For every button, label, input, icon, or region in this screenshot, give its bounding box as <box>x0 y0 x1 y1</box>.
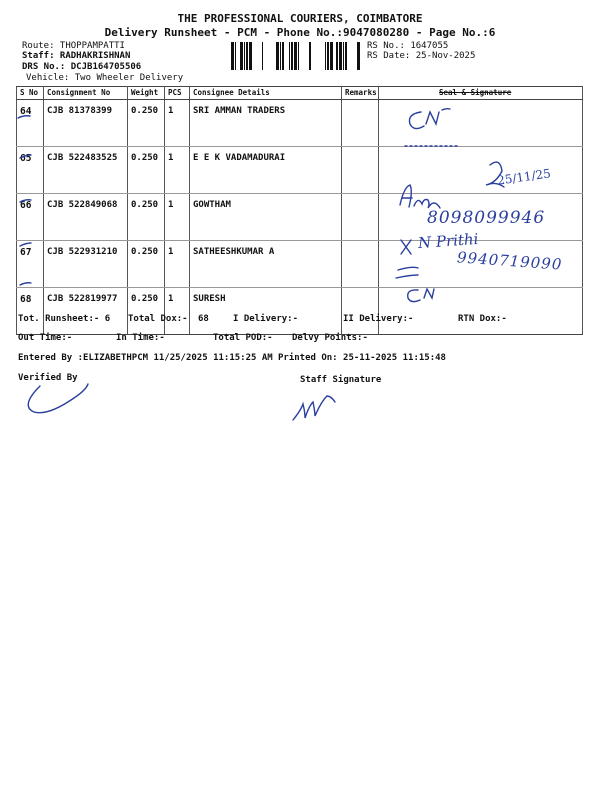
drs-number: DRS No.: DCJB164705506 <box>22 62 142 72</box>
ii-delivery: II Delivery:- <box>343 314 414 324</box>
barcode-bar <box>309 42 311 70</box>
total-dox-label: Total Dox:- <box>128 314 188 324</box>
rtn-dox: RTN Dox:- <box>458 314 507 324</box>
table-row <box>17 100 583 147</box>
row-consignment: CJB 81378399 <box>44 100 128 147</box>
total-pod: Total POD:- <box>213 333 273 343</box>
row-weight: 0.250 <box>128 100 165 147</box>
verified-by-label: Verified By <box>18 373 78 383</box>
barcode <box>231 42 363 70</box>
row-pcs: 1 <box>165 194 190 241</box>
col-consignment: Consignment No <box>44 87 128 100</box>
staff-signature-label: Staff Signature <box>300 375 382 385</box>
row-remarks <box>342 100 379 147</box>
handwritten-date: 25/11/25 <box>496 166 552 188</box>
row-consignee: SRI AMMAN TRADERS <box>190 100 342 147</box>
row-consignment: CJB 522931210 <box>44 241 128 288</box>
barcode-bar <box>249 42 252 70</box>
row-sno: 67 <box>17 241 44 288</box>
barcode-bar <box>262 42 263 70</box>
row-remarks <box>342 147 379 194</box>
verified-signature <box>28 384 88 413</box>
row-weight: 0.250 <box>128 147 165 194</box>
barcode-bar <box>282 42 284 70</box>
row-pcs: 1 <box>165 100 190 147</box>
row-consignment: CJB 522819977 <box>44 288 128 335</box>
out-time: Out Time:- <box>18 333 73 343</box>
row-weight: 0.250 <box>128 288 165 335</box>
in-time: In Time:- <box>116 333 165 343</box>
row-signature <box>379 288 583 335</box>
col-weight: Weight <box>128 87 165 100</box>
row-pcs: 1 <box>165 241 190 288</box>
row-signature <box>379 100 583 147</box>
row-sno: 66 <box>17 194 44 241</box>
i-delivery: I Delivery:- <box>233 314 299 324</box>
table-row <box>17 288 583 335</box>
row-remarks <box>342 241 379 288</box>
row-signature <box>379 147 583 194</box>
table-header <box>17 87 583 100</box>
row-weight: 0.250 <box>128 241 165 288</box>
col-consignee: Consignee Details <box>190 87 342 100</box>
printed-on: Printed On: 25-11-2025 11:15:48 <box>278 353 446 363</box>
barcode-bar <box>289 42 290 70</box>
col-pcs: PCS <box>165 87 190 100</box>
col-remarks: Remarks <box>342 87 379 100</box>
runsheet-subtitle: Delivery Runsheet - PCM - Phone No.:9047080280 - Page No.:6 <box>104 26 496 39</box>
barcode-bar <box>330 42 333 70</box>
barcode-bar <box>276 42 279 70</box>
row-sno: 65 <box>17 147 44 194</box>
row-consignee: E E K VADAMADURAI <box>190 147 342 194</box>
col-seal-signature: Seal & Signature <box>379 87 583 100</box>
barcode-bar <box>339 42 342 70</box>
delvy-points: Delvy Points:- <box>292 333 368 343</box>
handwritten-name: N Prithi <box>417 229 480 253</box>
barcode-bar <box>246 42 248 70</box>
row-remarks <box>342 288 379 335</box>
barcode-bar <box>280 42 281 70</box>
barcode-bar <box>235 42 236 70</box>
row-remarks <box>342 194 379 241</box>
staff-signature-scribble <box>293 396 335 420</box>
row-sno: 68 <box>17 288 44 335</box>
company-title: THE PROFESSIONAL COURIERS, COIMBATORE <box>177 12 423 25</box>
rs-date: RS Date: 25-Nov-2025 <box>367 51 476 61</box>
barcode-bar <box>327 42 329 70</box>
staff-label: Staff: RADHAKRISHNAN <box>22 51 131 61</box>
barcode-bar <box>240 42 243 70</box>
col-sno: S No <box>17 87 44 100</box>
barcode-bar <box>325 42 326 70</box>
row-pcs: 1 <box>165 147 190 194</box>
vehicle-label: Vehicle: Two Wheeler Delivery <box>26 73 184 83</box>
handwritten-phone-2: 9940719090 <box>456 248 563 274</box>
row-consignee: GOWTHAM <box>190 194 342 241</box>
total-dox-value: 68 <box>198 314 209 324</box>
tot-runsheet: Tot. Runsheet:- 6 <box>18 314 111 324</box>
handwritten-phone-1: 8098099946 <box>427 208 546 228</box>
entered-by: Entered By :ELIZABETHPCM 11/25/2025 11:15:25 AM <box>18 353 273 363</box>
row-consignment: CJB 522483525 <box>44 147 128 194</box>
barcode-bar <box>345 42 347 70</box>
barcode-bar <box>343 42 344 70</box>
barcode-bar <box>336 42 338 70</box>
barcode-bar <box>291 42 293 70</box>
row-consignee: SATHEESHKUMAR A <box>190 241 342 288</box>
barcode-bar <box>298 42 299 70</box>
row-consignee: SURESH <box>190 288 342 335</box>
barcode-bar <box>357 42 360 70</box>
barcode-bar <box>294 42 297 70</box>
row-pcs: 1 <box>165 288 190 335</box>
rs-number: RS No.: 1647055 <box>367 41 449 51</box>
row-consignment: CJB 522849068 <box>44 194 128 241</box>
route-label: Route: THOPPAMPATTI <box>22 41 125 51</box>
row-weight: 0.250 <box>128 194 165 241</box>
row-sno: 64 <box>17 100 44 147</box>
barcode-bar <box>231 42 234 70</box>
barcode-bar <box>244 42 245 70</box>
